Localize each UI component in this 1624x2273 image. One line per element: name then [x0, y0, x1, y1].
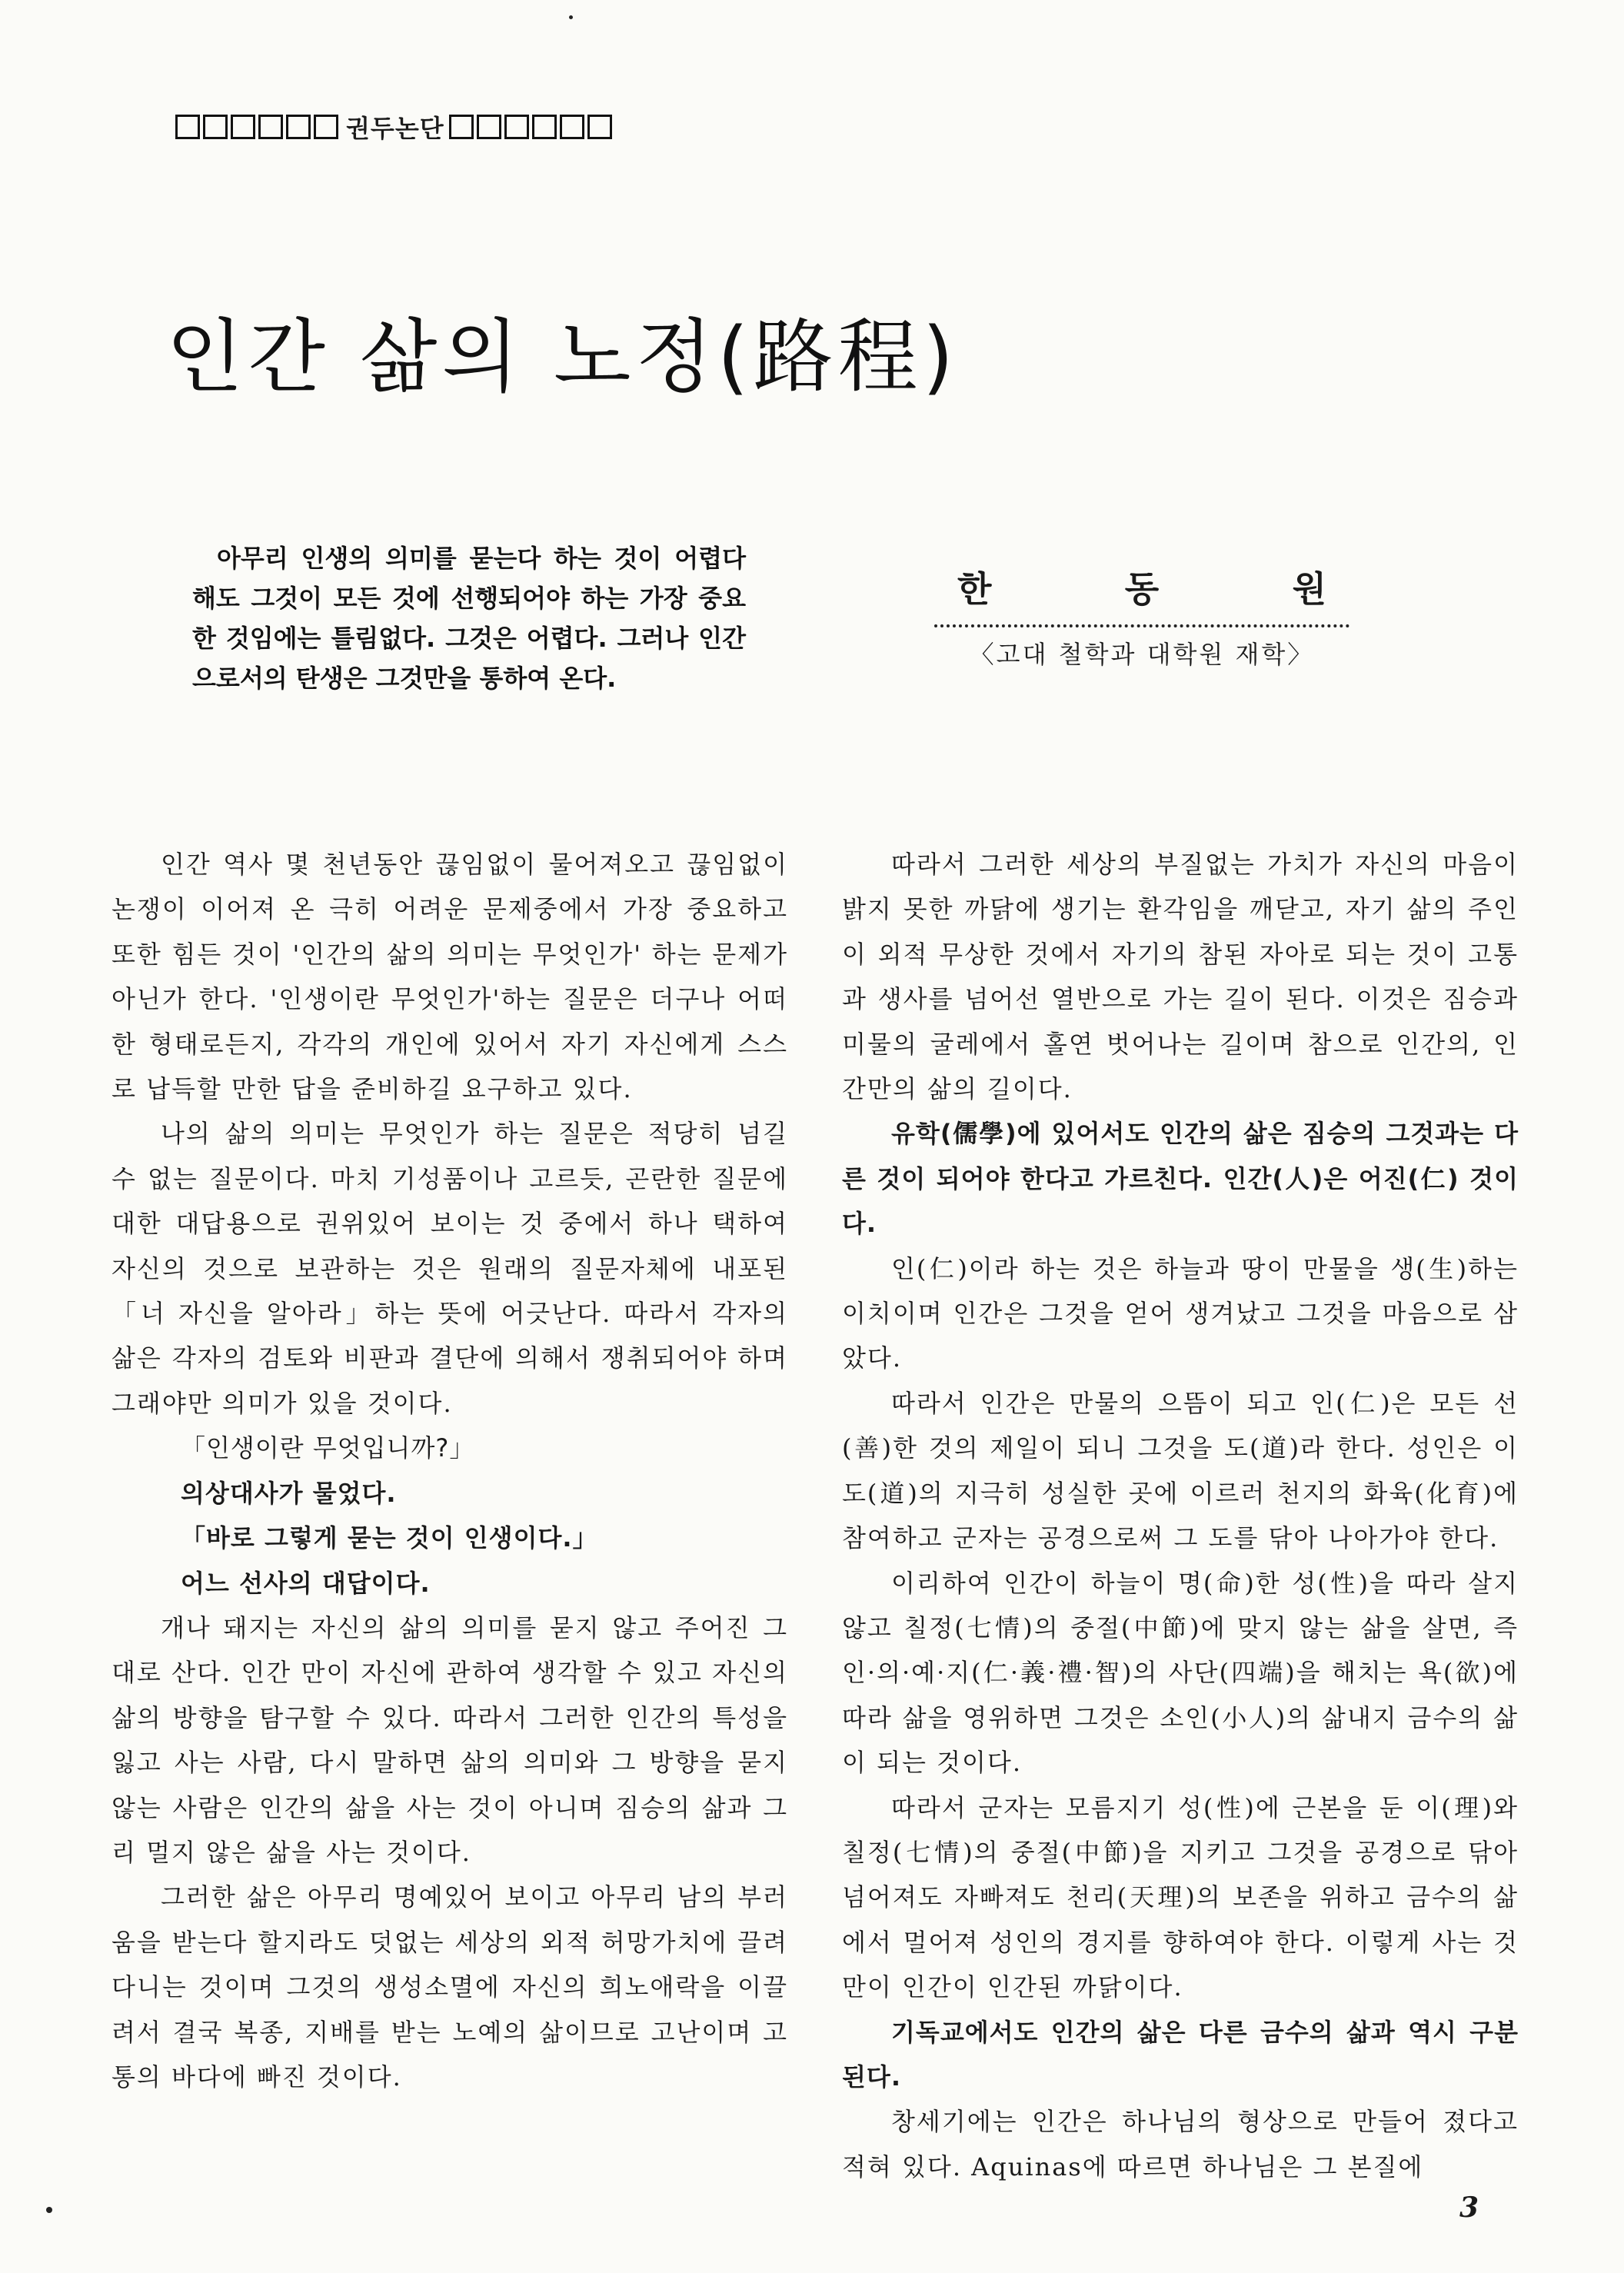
body-paragraph: 유학(儒學)에 있어서도 인간의 삶은 짐승의 그것과는 다른 것이 되어야 한다고 가르친다. 인간(人)은 어진(仁) 것이다. — [842, 1119, 1519, 1239]
dialogue-line: 「바로 그렇게 묻는 것이 인생이다.」 — [181, 1523, 598, 1553]
author-name-char: 한 — [957, 568, 992, 610]
author-affiliation: 〈고대 철학과 대학원 재학〉 — [969, 640, 1315, 669]
article-title: 인간 삶의 노정(路程) — [166, 310, 959, 404]
author-name — [934, 561, 1349, 612]
author-name-char: 동 — [1124, 568, 1160, 610]
body-paragraph: 따라서 군자는 모름지기 성(性)에 근본을 둔 이(理)와 칠정(七情)의 중절(中節)을 지키고 그것을 공경으로 닦아 넘어져도 자빠져도 천리(天理)의 보존을 위하고 금수의 삶에서 멀어져 성인의 경지를 향하여야 한다. 이렇게 사는 것만이 인간이 인간된 까닭이다. — [842, 1792, 1519, 2002]
print-speck — [46, 2207, 52, 2213]
body-paragraph: 인(仁)이라 하는 것은 하늘과 땅이 만물을 생(生)하는 이치이며 인간은 그것을 얻어 생겨났고 그것을 마음으로 삼았다. — [842, 1253, 1519, 1373]
dialogue-line: 의상대사가 물었다. — [181, 1478, 397, 1508]
dotted-divider — [934, 624, 1349, 627]
header-decoration-left — [175, 115, 341, 139]
body-paragraph: 따라서 그러한 세상의 부질없는 가치가 자신의 마음이 밝지 못한 까닭에 생기는 환각임을 깨닫고, 자기 삶의 주인이 외적 무상한 것에서 자기의 참된 자아로 되는 것이 고통과 생사를 넘어선 열반으로 가는 길이 된다. 이것은 짐승과 미물의 굴레에서 홀연 벗어나는 길이며 참으로 인간의, 인간만의 삶의 길이다. — [842, 850, 1519, 1104]
header-decoration-right — [449, 115, 615, 139]
body-paragraph: 그러한 삶은 아무리 명예있어 보이고 아무리 남의 부러움을 받는다 할지라도 덧없는 세상의 외적 허망가치에 끌려 다니는 것이며 그것의 생성소멸에 자신의 희노애락을 이끌려서 결국 복종, 지배를 받는 노예의 삶이므로 고난이며 고통의 바다에 빠진 것이다. — [111, 1882, 788, 2092]
lead-paragraph: 아무리 인생의 의미를 묻는다 하는 것이 어렵다 해도 그것이 모든 것에 선행되어야 하는 가장 중요한 것임에는 틀림없다. 그것은 어렵다. 그러나 인간으로서의 탄생은 그것만을 통하여 온다. — [192, 544, 746, 693]
body-paragraph: 따라서 인간은 만물의 으뜸이 되고 인(仁)은 모든 선(善)한 것의 제일이 되니 그것을 도(道)라 한다. 성인은 이 도(道)의 지극히 성실한 곳에 이르러 천지의 화육(化育)에 참여하고 군자는 공경으로써 그 도를 닦아 나아가야 한다. — [842, 1388, 1519, 1553]
body-paragraph: 개나 돼지는 자신의 삶의 의미를 묻지 않고 주어진 그대로 산다. 인간 만이 자신에 관하여 생각할 수 있고 자신의 삶의 방향을 탐구할 수 있다. 따라서 그러한 인간의 특성을 잃고 사는 사람, 다시 말하면 삶의 의미와 그 방향을 묻지 않는 사람은 인간의 삶을 사는 것이 아니며 짐승의 삶과 그리 멀지 않은 삶을 사는 것이다. — [111, 1612, 788, 1867]
author-name-char: 원 — [1292, 568, 1326, 610]
dialogue-line: 어느 선사의 대답이다. — [181, 1568, 431, 1598]
right-column — [842, 842, 1519, 2189]
left-column — [111, 842, 788, 2099]
body-paragraph: 창세기에는 인간은 하나님의 형상으로 만들어 졌다고 적혀 있다. Aquinas에 따르면 하나님은 그 본질에 — [842, 2107, 1519, 2181]
section-label: 권두논단 — [346, 114, 444, 143]
print-speck — [569, 15, 573, 19]
body-paragraph: 이리하여 인간이 하늘이 명(命)한 성(性)을 따라 살지 않고 칠정(七情)의 중절(中節)에 맞지 않는 삶을 살면, 즉 인·의·예·지(仁·義·禮·智)의 사단(四端)을 해치는 욕(欲)에 따라 삶을 영위하면 그것은 소인(小人)의 삶내지 금수의 삶이 되는 것이다. — [842, 1568, 1519, 1778]
body-paragraph: 기독교에서도 인간의 삶은 다른 금수의 삶과 역시 구분된다. — [842, 2017, 1519, 2092]
body-paragraph: 나의 삶의 의미는 무엇인가 하는 질문은 적당히 넘길 수 없는 질문이다. 마치 기성품이나 고르듯, 곤란한 질문에 대한 대답용으로 권위있어 보이는 것 중에서 하나 택하여 자신의 것으로 보관하는 것은 원래의 질문자체에 내포된 「너 자신을 알아라」하는 뜻에 어긋난다. 따라서 각자의 삶은 각자의 검토와 비판과 결단에 의해서 쟁취되어야 하며 그래야만 의미가 있을 것이다. — [111, 1119, 788, 1418]
author-block — [934, 561, 1349, 671]
dialogue-line: 「인생이란 무엇입니까?」 — [181, 1433, 475, 1463]
section-header — [175, 109, 615, 145]
page-number: 3 — [1459, 2191, 1479, 2224]
body-paragraph: 인간 역사 몇 천년동안 끊임없이 물어져오고 끊임없이 논쟁이 이어져 온 극히 어려운 문제중에서 가장 중요하고 또한 힘든 것이 '인간의 삶의 의미는 무엇인가' 하는 문제가 아닌가 한다. '인생이란 무엇인가'하는 질문은 더구나 어떠한 형태로든지, 각각의 개인에 있어서 자기 자신에게 스스로 납득할 만한 답을 준비하길 요구하고 있다. — [111, 850, 788, 1104]
